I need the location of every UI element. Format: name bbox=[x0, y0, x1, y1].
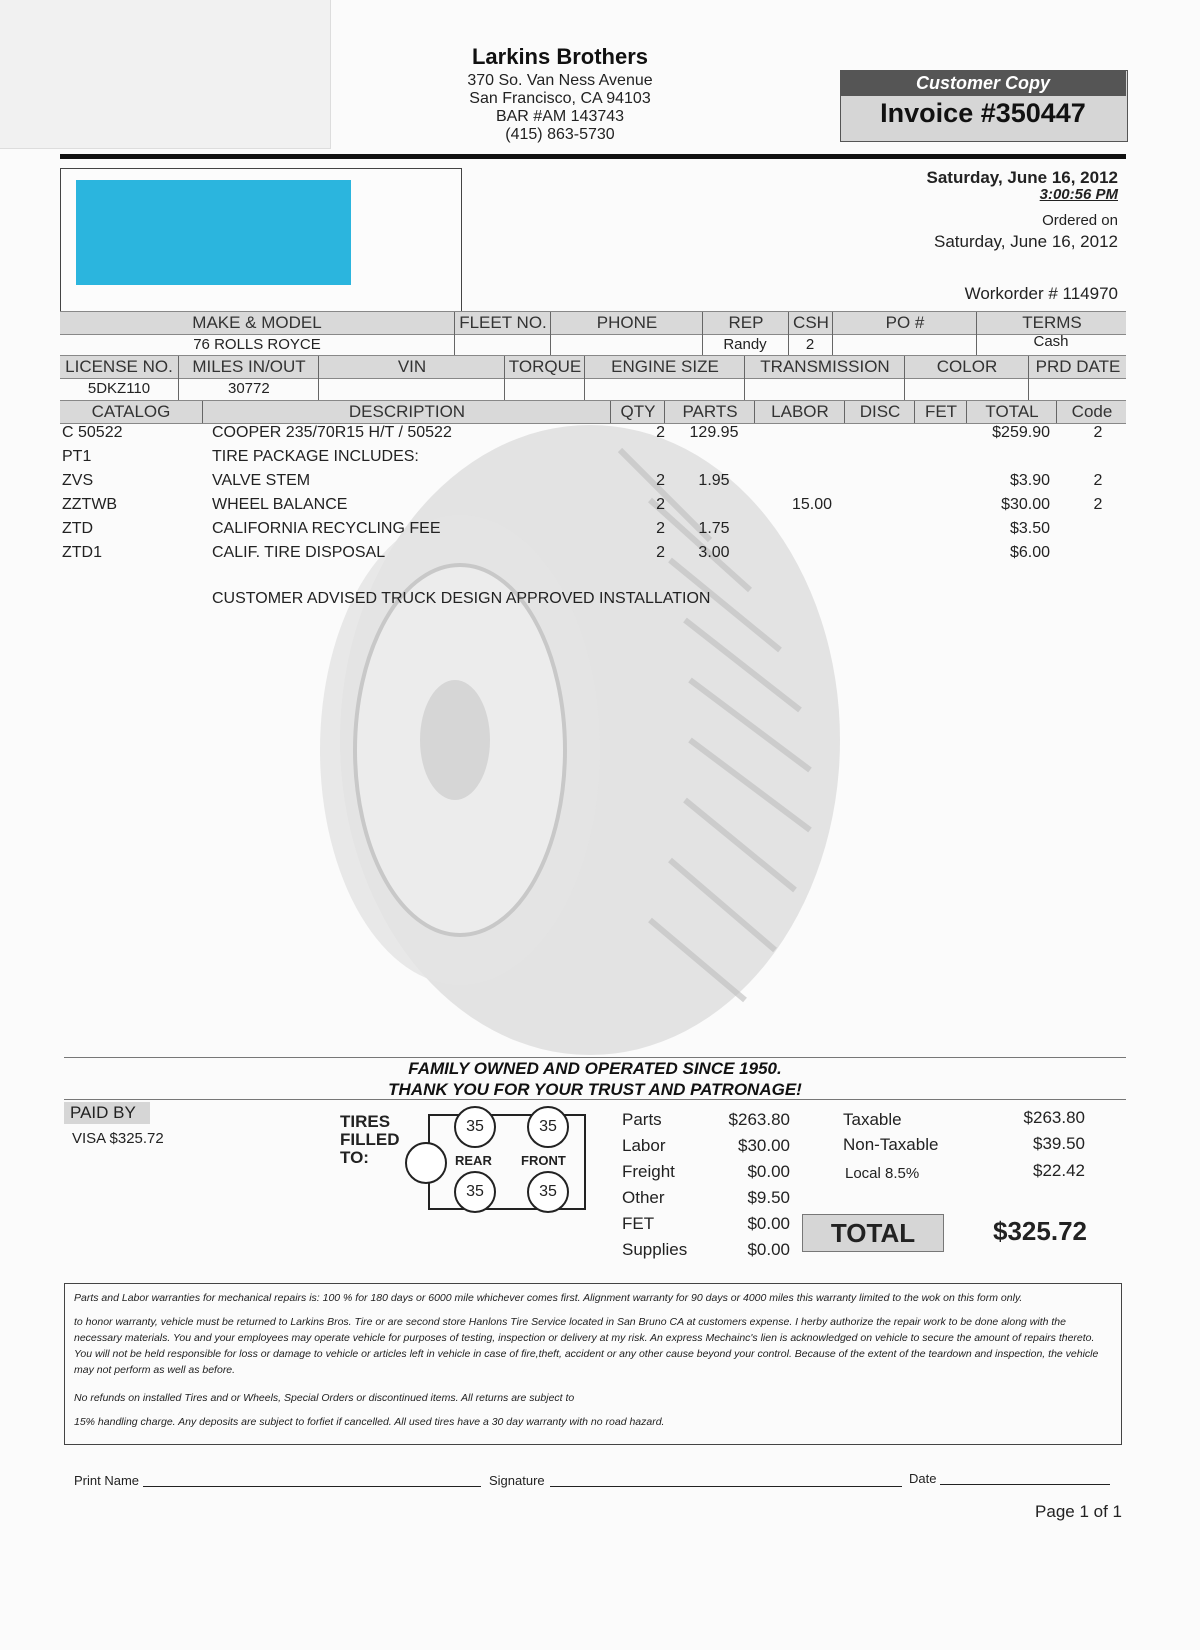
non-taxable-label: Non-Taxable bbox=[843, 1135, 939, 1154]
miles-header: MILES IN/OUT bbox=[178, 356, 319, 378]
catalog-cell: C 50522 bbox=[62, 424, 123, 441]
engine-size-header: ENGINE SIZE bbox=[584, 356, 745, 378]
date-label: Date bbox=[909, 1471, 937, 1486]
csh-value: 2 bbox=[805, 336, 815, 353]
labor-header: LABOR bbox=[754, 401, 845, 423]
workorder-number: Workorder # 114970 bbox=[964, 284, 1118, 303]
table-row bbox=[60, 494, 1126, 516]
company-phone: (415) 863-5730 bbox=[505, 126, 615, 143]
qty-cell: 2 bbox=[656, 544, 665, 561]
torque-header: TORQUE bbox=[504, 356, 585, 378]
phone-header: PHONE bbox=[550, 312, 703, 334]
local-tax-label: Local 8.5% bbox=[845, 1165, 920, 1182]
ordered-on-date: Saturday, June 16, 2012 bbox=[934, 232, 1118, 251]
parts-cell: 1.75 bbox=[698, 520, 730, 537]
tires-label-3: TO: bbox=[340, 1148, 369, 1167]
rear-bottom-pressure: 35 bbox=[454, 1171, 496, 1213]
make-model-header: MAKE & MODEL bbox=[192, 313, 322, 332]
parts-value: $263.80 bbox=[728, 1110, 790, 1129]
divider bbox=[904, 378, 905, 400]
non-taxable-value: $39.50 bbox=[1033, 1134, 1085, 1153]
table-row bbox=[60, 470, 1126, 492]
warranty-terms: Parts and Labor warranties for mechanical repairs is: 100 % for 180 days or 6000 mile whichever comes first. Alignment warranty for 90 days or 4000 miles this warranty limited to the wok on this form only. bbox=[74, 1292, 1023, 1304]
header-divider bbox=[60, 154, 1126, 159]
divider bbox=[744, 378, 745, 400]
total-cell: $3.90 bbox=[1009, 472, 1050, 489]
total-label: TOTAL bbox=[802, 1214, 944, 1252]
catalog-cell: PT1 bbox=[62, 448, 92, 465]
signature-label: Signature bbox=[489, 1473, 545, 1488]
labor-cell: 15.00 bbox=[791, 496, 833, 513]
rear-top-pressure: 35 bbox=[454, 1106, 496, 1148]
transmission-header: TRANSMISSION bbox=[744, 356, 905, 378]
divider bbox=[178, 378, 179, 400]
miles-value: 30772 bbox=[228, 380, 270, 397]
terms-header: TERMS bbox=[976, 312, 1127, 334]
qty-cell: 2 bbox=[656, 472, 665, 489]
parts-cell: 1.95 bbox=[698, 472, 730, 489]
divider bbox=[832, 334, 833, 356]
folded-paper-strip bbox=[0, 0, 331, 149]
print-name-line[interactable] bbox=[143, 1486, 481, 1487]
invoice-time: 3:00:56 PM bbox=[1039, 186, 1118, 203]
supplies-label: Supplies bbox=[622, 1240, 688, 1259]
handling-terms: 15% handling charge. Any deposits are subject to forfiet if cancelled. All used tires have a 30 day warranty with no road hazard. bbox=[74, 1416, 665, 1428]
tires-label-2: FILLED bbox=[340, 1130, 400, 1149]
company-address-line1: 370 So. Van Ness Avenue bbox=[467, 72, 653, 89]
signature-line[interactable] bbox=[550, 1486, 902, 1487]
description-cell: TIRE PACKAGE INCLUDES: bbox=[212, 448, 419, 465]
description-cell: COOPER 235/70R15 H/T / 50522 bbox=[212, 424, 452, 441]
taxable-value: $263.80 bbox=[1023, 1108, 1085, 1127]
labor-label: Labor bbox=[622, 1136, 666, 1155]
slogan-line2: THANK YOU FOR YOUR TRUST AND PATRONAGE! bbox=[388, 1080, 802, 1099]
supplies-value: $0.00 bbox=[747, 1240, 790, 1259]
divider bbox=[504, 378, 505, 400]
footer-divider bbox=[64, 1099, 1126, 1100]
divider bbox=[702, 334, 703, 356]
description-cell: WHEEL BALANCE bbox=[212, 496, 348, 513]
fet-label: FET bbox=[622, 1214, 655, 1233]
rep-header: REP bbox=[702, 312, 789, 334]
freight-value: $0.00 bbox=[747, 1162, 790, 1181]
other-value: $9.50 bbox=[747, 1188, 790, 1207]
table-row bbox=[60, 446, 1126, 468]
parts-cell: 3.00 bbox=[698, 544, 730, 561]
qty-cell: 2 bbox=[656, 424, 665, 441]
labor-value: $30.00 bbox=[738, 1136, 790, 1155]
company-name: Larkins Brothers bbox=[471, 44, 649, 69]
print-name-label: Print Name bbox=[74, 1473, 140, 1488]
front-bottom-pressure: 35 bbox=[527, 1171, 569, 1213]
invoice-note: CUSTOMER ADVISED TRUCK DESIGN APPROVED INSTALLATION bbox=[212, 590, 711, 607]
total-header: TOTAL bbox=[966, 401, 1057, 423]
catalog-header: CATALOG bbox=[91, 402, 171, 421]
table-row bbox=[60, 542, 1126, 564]
page-number: Page 1 of 1 bbox=[1035, 1502, 1122, 1521]
description-cell: VALVE STEM bbox=[212, 472, 311, 489]
code-cell: 2 bbox=[1093, 472, 1103, 489]
qty-header: QTY bbox=[610, 401, 665, 423]
catalog-cell: ZTD1 bbox=[62, 544, 102, 561]
fet-header: FET bbox=[914, 401, 967, 423]
description-header: DESCRIPTION bbox=[202, 401, 611, 423]
parts-label: Parts bbox=[622, 1110, 662, 1129]
fleet-no-header: FLEET NO. bbox=[454, 312, 551, 334]
description-cell: CALIFORNIA RECYCLING FEE bbox=[212, 520, 441, 537]
divider bbox=[550, 334, 551, 356]
catalog-cell: ZZTWB bbox=[62, 496, 118, 513]
footer-divider bbox=[64, 1057, 1126, 1058]
table-row bbox=[60, 518, 1126, 540]
total-value: $325.72 bbox=[993, 1216, 1087, 1246]
paid-by-value: VISA $325.72 bbox=[72, 1130, 164, 1147]
vin-header: VIN bbox=[318, 356, 505, 378]
divider bbox=[788, 334, 789, 356]
po-header: PO # bbox=[832, 312, 977, 334]
fet-value: $0.00 bbox=[747, 1214, 790, 1233]
redaction-block bbox=[76, 180, 351, 285]
terms-value: Cash bbox=[1033, 333, 1069, 350]
divider bbox=[318, 378, 319, 400]
description-cell: CALIF. TIRE DISPOSAL bbox=[212, 544, 386, 561]
authorization-terms: to honor warranty, vehicle must be returned to Larkins Bros. Tire or are second store Hanlons Tire Service located in San Bruno CA at customers expense. I herby authorize the repair work to be done along with the necessary materials. You and your employees may operate vehicle for purposes of testing, inspection or delivery at my risk. An express Mechainc's lien is acknowledged on vehicle to secure the amount of repairs thereto. You will not be held responsible for loss or damage to vehicle or articles left in vehicle in case of fire,theft, accident or any other cause beyond your control. Because of the extent of the teardown and inspection, the vehicle may not perform as well as before. bbox=[74, 1316, 1099, 1376]
parts-header: PARTS bbox=[664, 401, 755, 423]
color-header: COLOR bbox=[904, 356, 1029, 378]
csh-header: CSH bbox=[788, 312, 833, 334]
qty-cell: 2 bbox=[656, 496, 665, 513]
table-row bbox=[60, 422, 1126, 444]
other-label: Other bbox=[622, 1188, 665, 1207]
catalog-cell: ZVS bbox=[62, 472, 94, 489]
front-label: FRONT bbox=[521, 1153, 566, 1168]
total-cell: $259.90 bbox=[992, 424, 1050, 441]
invoice-number: Invoice #350447 bbox=[880, 98, 1086, 128]
prd-date-header: PRD DATE bbox=[1028, 356, 1127, 378]
rear-label: REAR bbox=[455, 1153, 492, 1168]
paid-by-label: PAID BY bbox=[64, 1102, 150, 1124]
divider bbox=[584, 378, 585, 400]
tire-watermark-icon bbox=[290, 420, 850, 1060]
total-cell: $3.50 bbox=[1009, 520, 1050, 537]
total-cell: $30.00 bbox=[1001, 496, 1050, 513]
slogan-line1: FAMILY OWNED AND OPERATED SINCE 1950. bbox=[408, 1059, 782, 1078]
taxable-label: Taxable bbox=[843, 1110, 902, 1129]
catalog-cell: ZTD bbox=[62, 520, 94, 537]
front-top-pressure: 35 bbox=[527, 1106, 569, 1148]
company-bar-number: BAR #AM 143743 bbox=[495, 108, 625, 125]
code-cell: 2 bbox=[1093, 496, 1103, 513]
make-model-value: 76 ROLLS ROYCE bbox=[193, 336, 321, 353]
code-header: Code bbox=[1056, 401, 1127, 423]
disc-header: DISC bbox=[844, 401, 915, 423]
freight-label: Freight bbox=[622, 1162, 675, 1181]
spare-tire-circle bbox=[405, 1142, 447, 1184]
license-header: LICENSE NO. bbox=[65, 357, 173, 376]
divider bbox=[1028, 378, 1029, 400]
invoice-date: Saturday, June 16, 2012 bbox=[926, 168, 1118, 187]
ordered-on-label: Ordered on bbox=[1042, 212, 1118, 229]
rep-value: Randy bbox=[723, 336, 767, 353]
divider bbox=[454, 334, 455, 356]
qty-cell: 2 bbox=[656, 520, 665, 537]
refund-terms: No refunds on installed Tires and or Wheels, Special Orders or discontinued items. All returns are subject to bbox=[74, 1392, 575, 1404]
license-value: 5DKZ110 bbox=[87, 380, 151, 397]
tires-label-1: TIRES bbox=[340, 1112, 391, 1131]
customer-copy-label: Customer Copy bbox=[840, 70, 1126, 96]
local-tax-value: $22.42 bbox=[1033, 1161, 1085, 1180]
total-cell: $6.00 bbox=[1009, 544, 1050, 561]
code-cell: 2 bbox=[1093, 424, 1103, 441]
date-line[interactable] bbox=[940, 1484, 1110, 1485]
company-address-line2: San Francisco, CA 94103 bbox=[469, 90, 651, 107]
divider bbox=[976, 334, 977, 356]
parts-cell: 129.95 bbox=[689, 424, 739, 441]
